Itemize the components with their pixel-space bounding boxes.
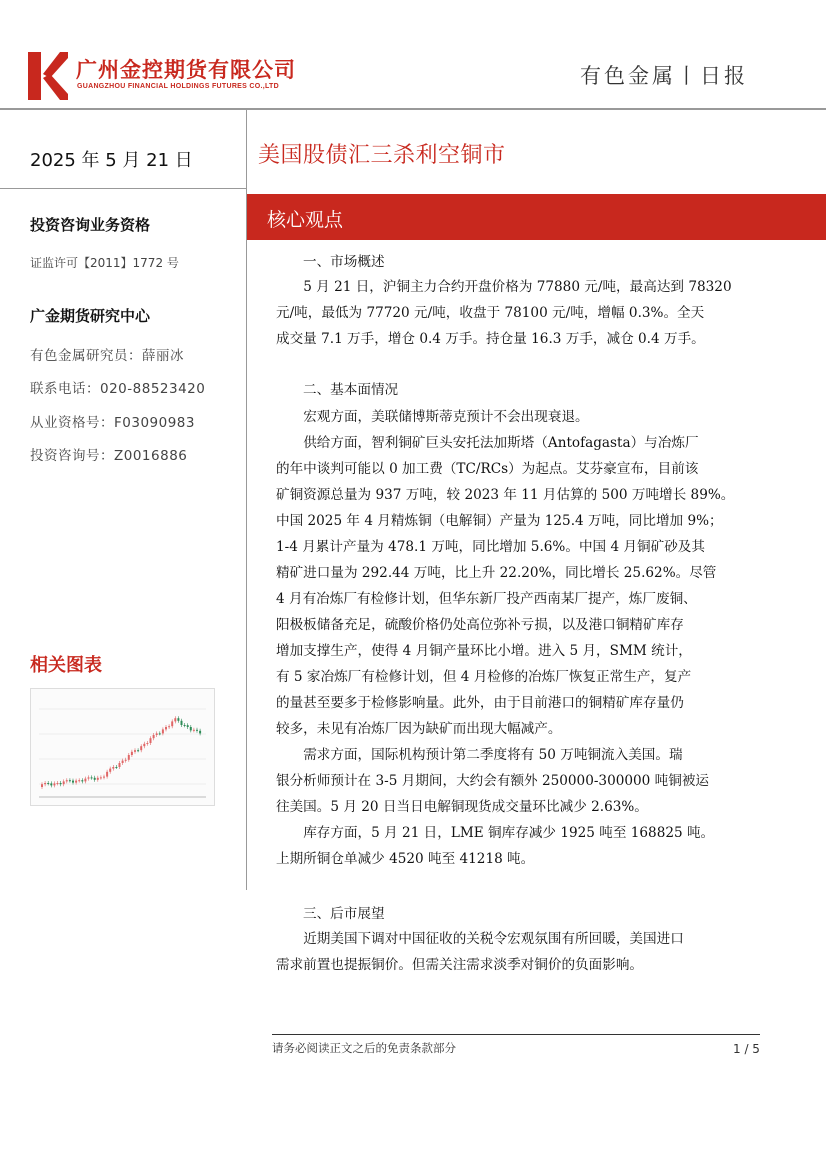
- candle-body: [181, 721, 183, 725]
- candle-body: [97, 778, 99, 780]
- candle-body: [146, 743, 148, 744]
- qualification-title: 投资咨询业务资格: [30, 216, 151, 234]
- section-fundamentals-body: [276, 404, 776, 872]
- page-number: 1 / 5: [733, 1042, 760, 1056]
- text-line: 银分析师预计在 3-5 月期间，大约会有额外 250000-300000 吨铜被运: [276, 773, 710, 789]
- text-line: 的年中谈判可能以 0 加工费（TC/RCs）为起点。艾芬豪宣布，目前该: [276, 461, 699, 477]
- text-line: 近期美国下调对中国征收的关税令宏观氛围有所回暖，美国进口: [303, 931, 684, 947]
- text-line: 库存方面，5 月 21 日，LME 铜库存减少 1925 吨至 168825 吨。: [303, 825, 715, 841]
- candle-body: [143, 744, 145, 746]
- text-line: 的量甚至要多于检修影响量。此外，由于目前港口的铜精矿库存量仍: [276, 695, 684, 711]
- candle-body: [159, 733, 161, 734]
- text-line: 上期所铜仓单减少 4520 吨至 41218 吨。: [276, 851, 535, 867]
- candle-body: [81, 780, 83, 781]
- candle-body: [131, 752, 133, 755]
- candle-body: [44, 783, 46, 784]
- text-line: 增加支撑生产，使得 4 月铜产量环比小增。进入 5 月，SMM 统计，: [276, 643, 692, 659]
- company-logo: [28, 52, 68, 100]
- text-line: 5 月 21 日，沪铜主力合约开盘价格为 77880 元/吨，最高达到 78320: [303, 279, 732, 295]
- practice-qualification-number: 从业资格号：F03090983: [30, 415, 195, 431]
- candle-body: [84, 779, 86, 782]
- candle-body: [168, 726, 170, 727]
- candle-body: [128, 755, 130, 760]
- candle-body: [106, 772, 108, 777]
- candle-body: [57, 783, 59, 784]
- text-line: 有 5 家冶炼厂有检修计划，但 4 月检修的冶炼厂恢复正常生产，复产: [276, 669, 692, 685]
- text-line: 往美国。5 月 20 日当日电解铜现货成交量环比减少 2.63%。: [276, 799, 648, 815]
- candle-body: [196, 730, 198, 731]
- related-charts-title: 相关图表: [30, 655, 102, 676]
- candle-body: [75, 781, 77, 783]
- researcher-name: 有色金属研究员：薛丽冰: [30, 348, 184, 364]
- core-view-title: 核心观点: [267, 209, 344, 231]
- candle-body: [109, 769, 111, 772]
- candle-body: [72, 781, 74, 783]
- text-line: 需求方面，国际机构预计第二季度将有 50 万吨铜流入美国。瑞: [303, 747, 683, 763]
- disclaimer-note[interactable]: 请务必阅读正文之后的免责条款部分: [272, 1041, 456, 1055]
- advisor-number: 投资咨询号：Z0016886: [30, 448, 188, 464]
- text-line: 元/吨，最低为 77720 元/吨，收盘于 78100 元/吨，增幅 0.3%。全天: [276, 305, 705, 321]
- candle-body: [50, 783, 52, 785]
- research-center-title: 广金期货研究中心: [30, 307, 151, 325]
- text-line: 较多，未见有冶炼厂因为缺矿而出现大幅减产。: [276, 721, 562, 737]
- candle-body: [100, 777, 102, 778]
- text-line: 供给方面，智利铜矿巨头安托法加斯塔（Antofagasta）与冶炼厂: [303, 435, 699, 451]
- text-line: 成交量 7.1 万手，增仓 0.4 万手。持仓量 16.3 万手，减仓 0.4 万手。: [276, 331, 705, 347]
- text-line: 需求前置也提振铜价。但需关注需求淡季对铜价的负面影响。: [276, 957, 644, 973]
- candle-body: [187, 725, 189, 727]
- license-number: 证监许可【2011】1772 号: [30, 256, 179, 270]
- text-line: 阳极板储备充足，硫酸价格仍处高位弥补亏损，以及港口铜精矿库存: [276, 617, 684, 633]
- text-line: 中国 2025 年 4 月精炼铜（电解铜）产量为 125.4 万吨，同比增加 9%；: [276, 513, 723, 529]
- text-line: 4 月有冶炼厂有检修计划，但华东新厂投产西南某厂提产，炼厂废铜、: [276, 591, 697, 607]
- candle-body: [199, 731, 201, 734]
- candle-body: [63, 781, 65, 784]
- section-outlook-body: [276, 926, 776, 978]
- candle-body: [162, 729, 164, 733]
- report-type: 有色金属丨日报: [580, 64, 748, 88]
- candle-body: [78, 780, 80, 781]
- candle-body: [115, 767, 117, 768]
- text-line: 矿铜资源总量为 937 万吨，较 2023 年 11 月估算的 500 万吨增长 89%。: [276, 487, 735, 503]
- candle-body: [125, 760, 127, 761]
- candle-body: [53, 783, 55, 785]
- text-line: 1-4 月累计产量为 478.1 万吨，同比增加 5.6%。中国 4 月铜矿砂及其: [276, 539, 705, 555]
- report-date: 2025 年 5 月 21 日: [30, 150, 193, 171]
- candle-body: [122, 761, 124, 763]
- candle-body: [69, 780, 71, 781]
- candle-body: [177, 718, 179, 721]
- macro-paragraph: 宏观方面，美联储博斯蒂克预计不会出现衰退。: [303, 409, 589, 425]
- candle-body: [41, 784, 43, 787]
- section-market-overview-body: [276, 274, 776, 352]
- candle-body: [134, 750, 136, 752]
- candle-body: [88, 777, 90, 778]
- left-divider: [0, 188, 247, 189]
- contact-phone: 联系电话：020-88523420: [30, 381, 206, 397]
- candle-body: [184, 725, 186, 726]
- candle-body: [165, 727, 167, 729]
- candle-body: [103, 777, 105, 778]
- candle-body: [137, 750, 139, 751]
- company-name-cn: 广州金控期货有限公司: [76, 58, 296, 82]
- related-chart-thumbnail[interactable]: [30, 688, 215, 806]
- candle-body: [140, 746, 142, 750]
- candle-body: [174, 718, 176, 721]
- footer-divider: [272, 1034, 760, 1035]
- report-headline: 美国股债汇三杀利空铜市: [258, 143, 506, 168]
- candle-body: [150, 738, 152, 743]
- candle-body: [47, 783, 49, 784]
- core-view-banner: [247, 194, 826, 240]
- candle-body: [66, 780, 68, 781]
- section-market-overview-heading: 一、市场概述: [303, 254, 385, 270]
- candle-body: [112, 767, 114, 769]
- candle-body: [156, 733, 158, 735]
- candle-body: [91, 777, 93, 778]
- company-name-en: GUANGZHOU FINANCIAL HOLDINGS FUTURES CO.,LTD: [77, 83, 279, 90]
- candle-body: [190, 727, 192, 730]
- candle-body: [119, 763, 121, 767]
- candle-body: [153, 735, 155, 738]
- candle-body: [193, 730, 195, 731]
- section-outlook-heading: 三、后市展望: [303, 906, 385, 922]
- text-line: 精矿进口量为 292.44 万吨，比上升 22.20%，同比增长 25.62%。尽管: [276, 565, 717, 581]
- candle-body: [171, 721, 173, 726]
- section-fundamentals-heading: 二、基本面情况: [303, 382, 399, 398]
- candle-body: [60, 783, 62, 784]
- candle-body: [94, 778, 96, 780]
